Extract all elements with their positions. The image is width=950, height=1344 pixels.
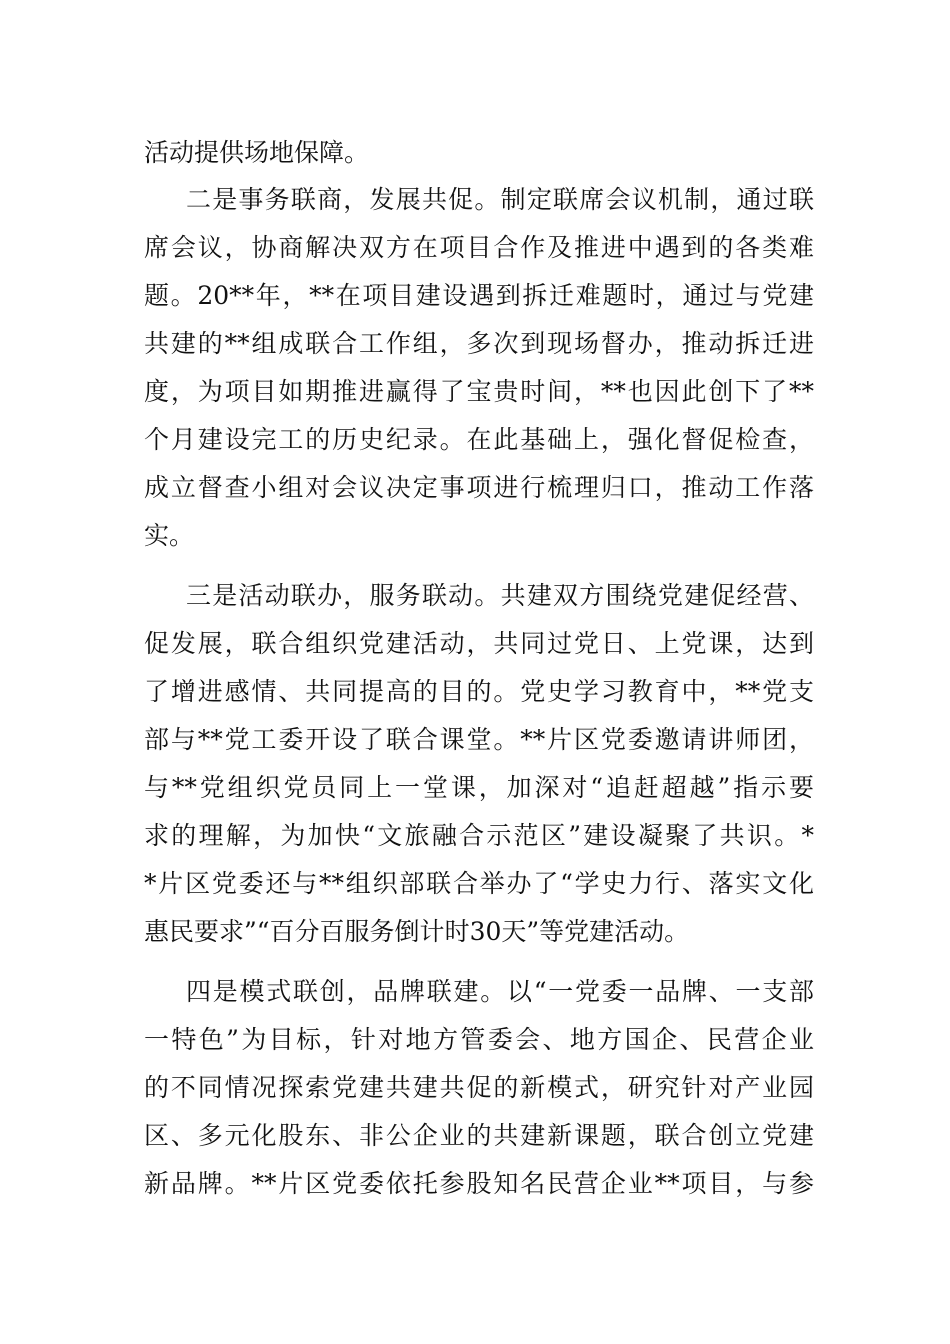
- text-line: 题。20**年，**在项目建设遇到拆迁难题时，通过与党建: [144, 281, 814, 310]
- text-line: 惠民要求”“百分百服务倒计时30天”等党建活动。: [144, 917, 690, 946]
- paragraph-3-first-line: 三是活动联办，服务联动。共建双方围绕党建促经营、: [186, 581, 814, 610]
- text-line: *片区党委还与**组织部联合举办了“学史力行、落实文化: [144, 869, 814, 898]
- text-line: 与**党组织党员同上一堂课，加深对“追赶超越”指示要: [144, 773, 814, 802]
- text-line: 新品牌。**片区党委依托参股知名民营企业**项目，与参: [144, 1169, 814, 1198]
- text-line: 促发展，联合组织党建活动，共同过党日、上党课，达到: [144, 629, 814, 658]
- text-line: 求的理解，为加快“文旅融合示范区”建设凝聚了共识。*: [144, 821, 814, 850]
- text-line: 一特色”为目标，针对地方管委会、地方国企、民营企业: [144, 1025, 814, 1054]
- text-line: 实。: [144, 521, 195, 550]
- text-line: 度，为项目如期推进赢得了宝贵时间，**也因此创下了**: [144, 377, 814, 406]
- text-line: 活动提供场地保障。: [144, 138, 370, 167]
- text-line: 个月建设完工的历史纪录。在此基础上，强化督促检查，: [144, 425, 814, 454]
- paragraph-4-first-line: 四是模式联创，品牌联建。以“一党委一品牌、一支部: [186, 977, 814, 1006]
- text-line: 共建的**组成联合工作组，多次到现场督办，推动拆迁进: [144, 329, 814, 358]
- text-line: 成立督查小组对会议决定事项进行梳理归口，推动工作落: [144, 473, 814, 502]
- paragraph-2-first-line: 二是事务联商，发展共促。制定联席会议机制，通过联: [186, 185, 814, 214]
- text-line: 区、多元化股东、非公企业的共建新课题，联合创立党建: [144, 1121, 814, 1150]
- text-line: 了增进感情、共同提高的目的。党史学习教育中，**党支: [144, 677, 814, 706]
- text-line: 部与**党工委开设了联合课堂。**片区党委邀请讲师团，: [144, 725, 814, 754]
- text-line: 席会议，协商解决双方在项目合作及推进中遇到的各类难: [144, 233, 814, 262]
- text-line: 的不同情况探索党建共建共促的新模式，研究针对产业园: [144, 1073, 814, 1102]
